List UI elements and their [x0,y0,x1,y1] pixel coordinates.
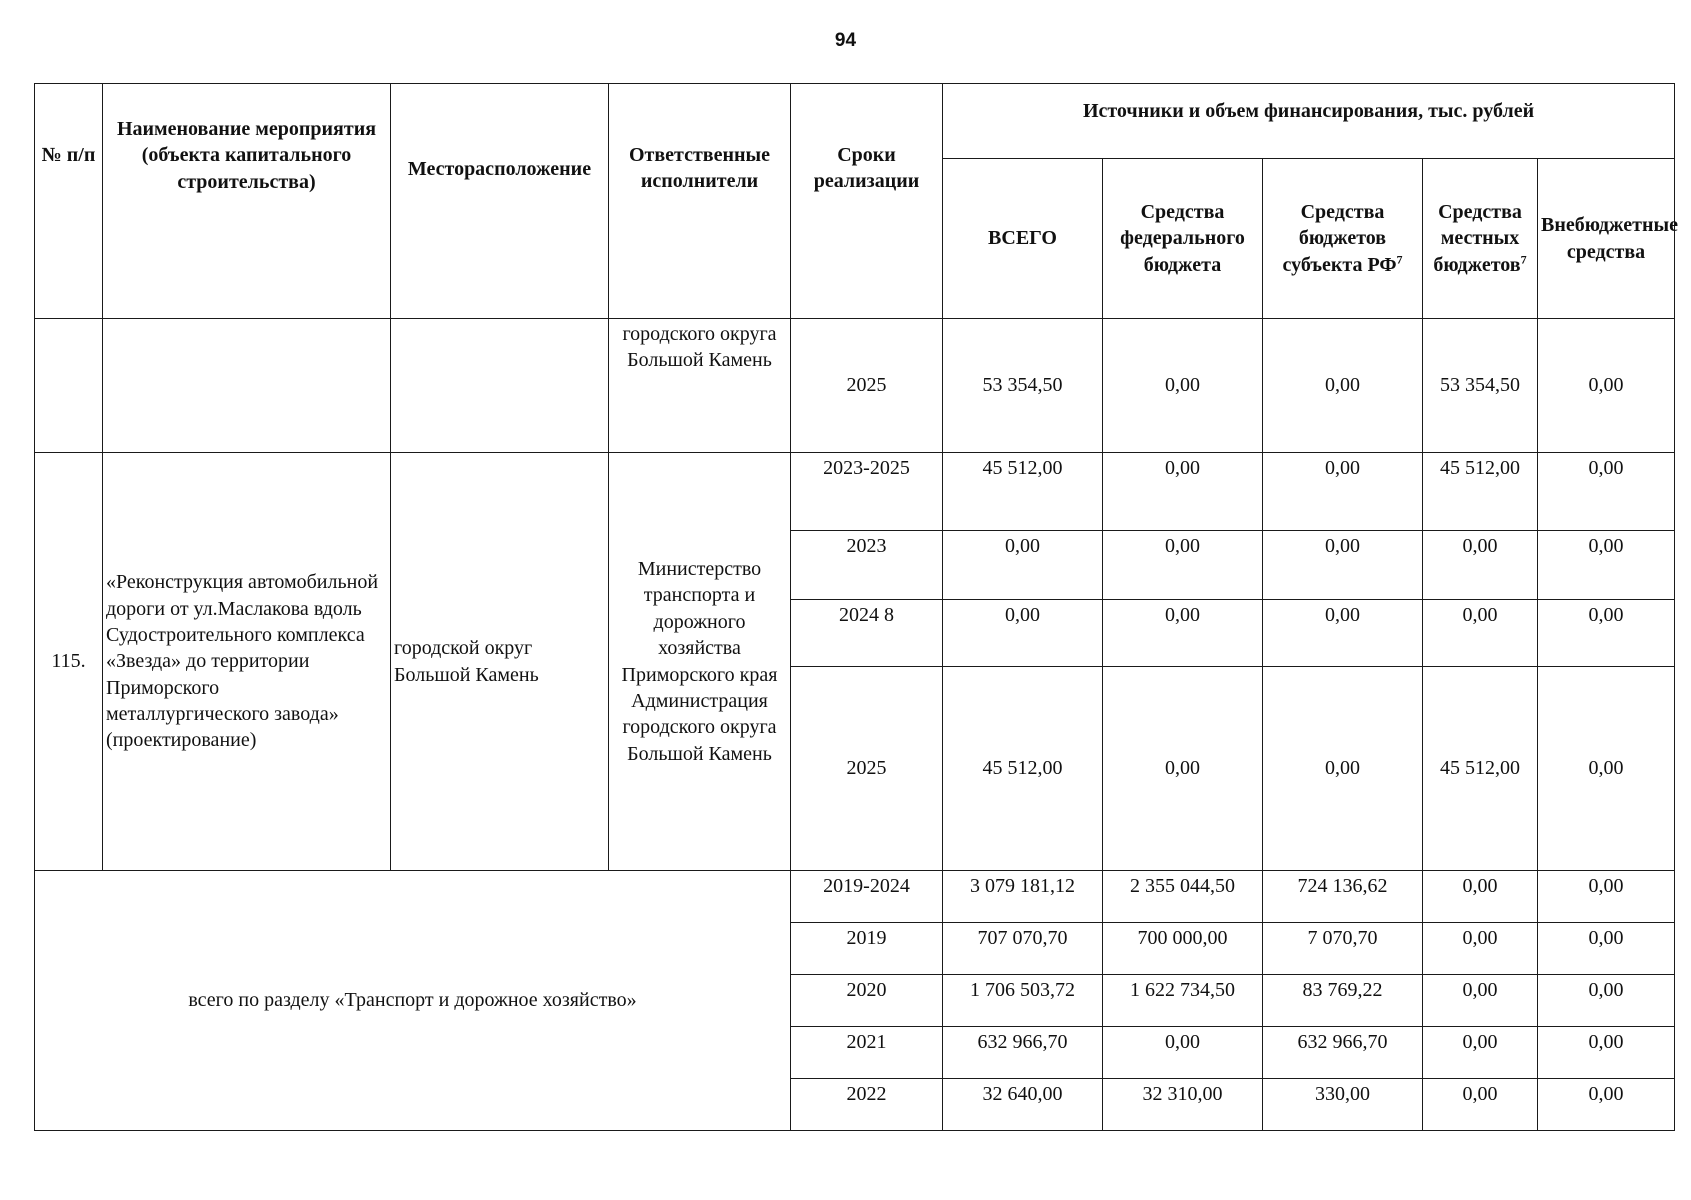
summary-extra: 0,00 [1538,1079,1675,1131]
summary-subject: 7 070,70 [1263,923,1423,975]
summary-extra: 0,00 [1538,871,1675,923]
table-row [35,453,1675,531]
header-location: Месторасположение [391,84,609,319]
summary-year: 2020 [791,975,943,1027]
item115-year: 2023 [791,531,943,600]
financing-table [34,83,1678,1131]
item115-extra: 0,00 [1538,600,1675,667]
item115-federal: 0,00 [1103,453,1263,531]
item115-extra: 0,00 [1538,531,1675,600]
summary-extra: 0,00 [1538,1027,1675,1079]
item115-subject: 0,00 [1263,453,1423,531]
cont-name [103,319,391,453]
cont-year: 2025 [791,319,943,453]
summary-subject: 330,00 [1263,1079,1423,1131]
item115-total: 45 512,00 [943,667,1103,871]
header-local: Средства местных бюджетов$^7$ [1423,159,1538,319]
cont-num [35,319,103,453]
summary-subject: 632 966,70 [1263,1027,1423,1079]
item115-name: «Реконструкция автомобильной дороги от ул.Маслакова вдоль Судостроительного комплекса «Звезда» до территории Приморского металлургического завода» (проектирование) [103,453,391,871]
header-row [35,84,1675,159]
item115-extra: 0,00 [1538,453,1675,531]
header-name: Наименование мероприятия (объекта капитального строительства) [103,84,391,319]
summary-subject: 83 769,22 [1263,975,1423,1027]
cont-responsible: городского округа Большой Камень [609,319,791,453]
summary-row [35,871,1675,923]
header-funding: Источники и объем финансирования, тыс. рублей [943,84,1675,159]
summary-year: 2019-2024 [791,871,943,923]
summary-total: 1 706 503,72 [943,975,1103,1027]
page-number: 94 [834,30,857,51]
cont-total: 53 354,50 [943,319,1103,453]
summary-federal: 2 355 044,50 [1103,871,1263,923]
item115-responsible: Министерство транспорта и дорожного хозяйства Приморского края Администрация городского округа Большой Камень [609,453,791,871]
summary-year: 2022 [791,1079,943,1131]
summary-local: 0,00 [1423,923,1538,975]
summary-federal: 700 000,00 [1103,923,1263,975]
cont-extra: 0,00 [1538,319,1675,453]
summary-year: 2021 [791,1027,943,1079]
summary-label: всего по разделу «Транспорт и дорожное хозяйство» [35,871,791,1131]
cont-federal: 0,00 [1103,319,1263,453]
summary-local: 0,00 [1423,975,1538,1027]
item115-local: 0,00 [1423,600,1538,667]
item115-local: 0,00 [1423,531,1538,600]
header-total: ВСЕГО [943,159,1103,319]
summary-year: 2019 [791,923,943,975]
item115-year: 2025 [791,667,943,871]
item115-federal: 0,00 [1103,600,1263,667]
item115-total: 0,00 [943,600,1103,667]
table-row [35,319,1675,453]
summary-extra: 0,00 [1538,975,1675,1027]
item115-num: 115. [35,453,103,871]
header-num: № п/п [35,84,103,319]
summary-federal: 32 310,00 [1103,1079,1263,1131]
item115-year: 2023-2025 [791,453,943,531]
summary-local: 0,00 [1423,1079,1538,1131]
summary-total: 707 070,70 [943,923,1103,975]
summary-total: 632 966,70 [943,1027,1103,1079]
summary-total: 3 079 181,12 [943,871,1103,923]
summary-local: 0,00 [1423,871,1538,923]
header-extra: Внебюджетные средства [1538,159,1675,319]
header-responsible: Ответственные исполнители [609,84,791,319]
item115-extra: 0,00 [1538,667,1675,871]
cont-location [391,319,609,453]
item115-year: 2024 8 [791,600,943,667]
summary-subject: 724 136,62 [1263,871,1423,923]
item115-federal: 0,00 [1103,531,1263,600]
item115-subject: 0,00 [1263,667,1423,871]
summary-total: 32 640,00 [943,1079,1103,1131]
item115-subject: 0,00 [1263,531,1423,600]
item115-total: 45 512,00 [943,453,1103,531]
item115-federal: 0,00 [1103,667,1263,871]
cont-subject: 0,00 [1263,319,1423,453]
header-terms: Сроки реализации [791,84,943,319]
item115-total: 0,00 [943,531,1103,600]
summary-federal: 1 622 734,50 [1103,975,1263,1027]
summary-local: 0,00 [1423,1027,1538,1079]
header-federal: Средства федерального бюджета [1103,159,1263,319]
summary-federal: 0,00 [1103,1027,1263,1079]
item115-subject: 0,00 [1263,600,1423,667]
header-subject: Средства бюджетов субъекта $РФ^7$ [1263,159,1423,319]
item115-location: городской округ Большой Камень [391,453,609,871]
cont-local: 53 354,50 [1423,319,1538,453]
summary-extra: 0,00 [1538,923,1675,975]
item115-local: 45 512,00 [1423,453,1538,531]
item115-local: 45 512,00 [1423,667,1538,871]
